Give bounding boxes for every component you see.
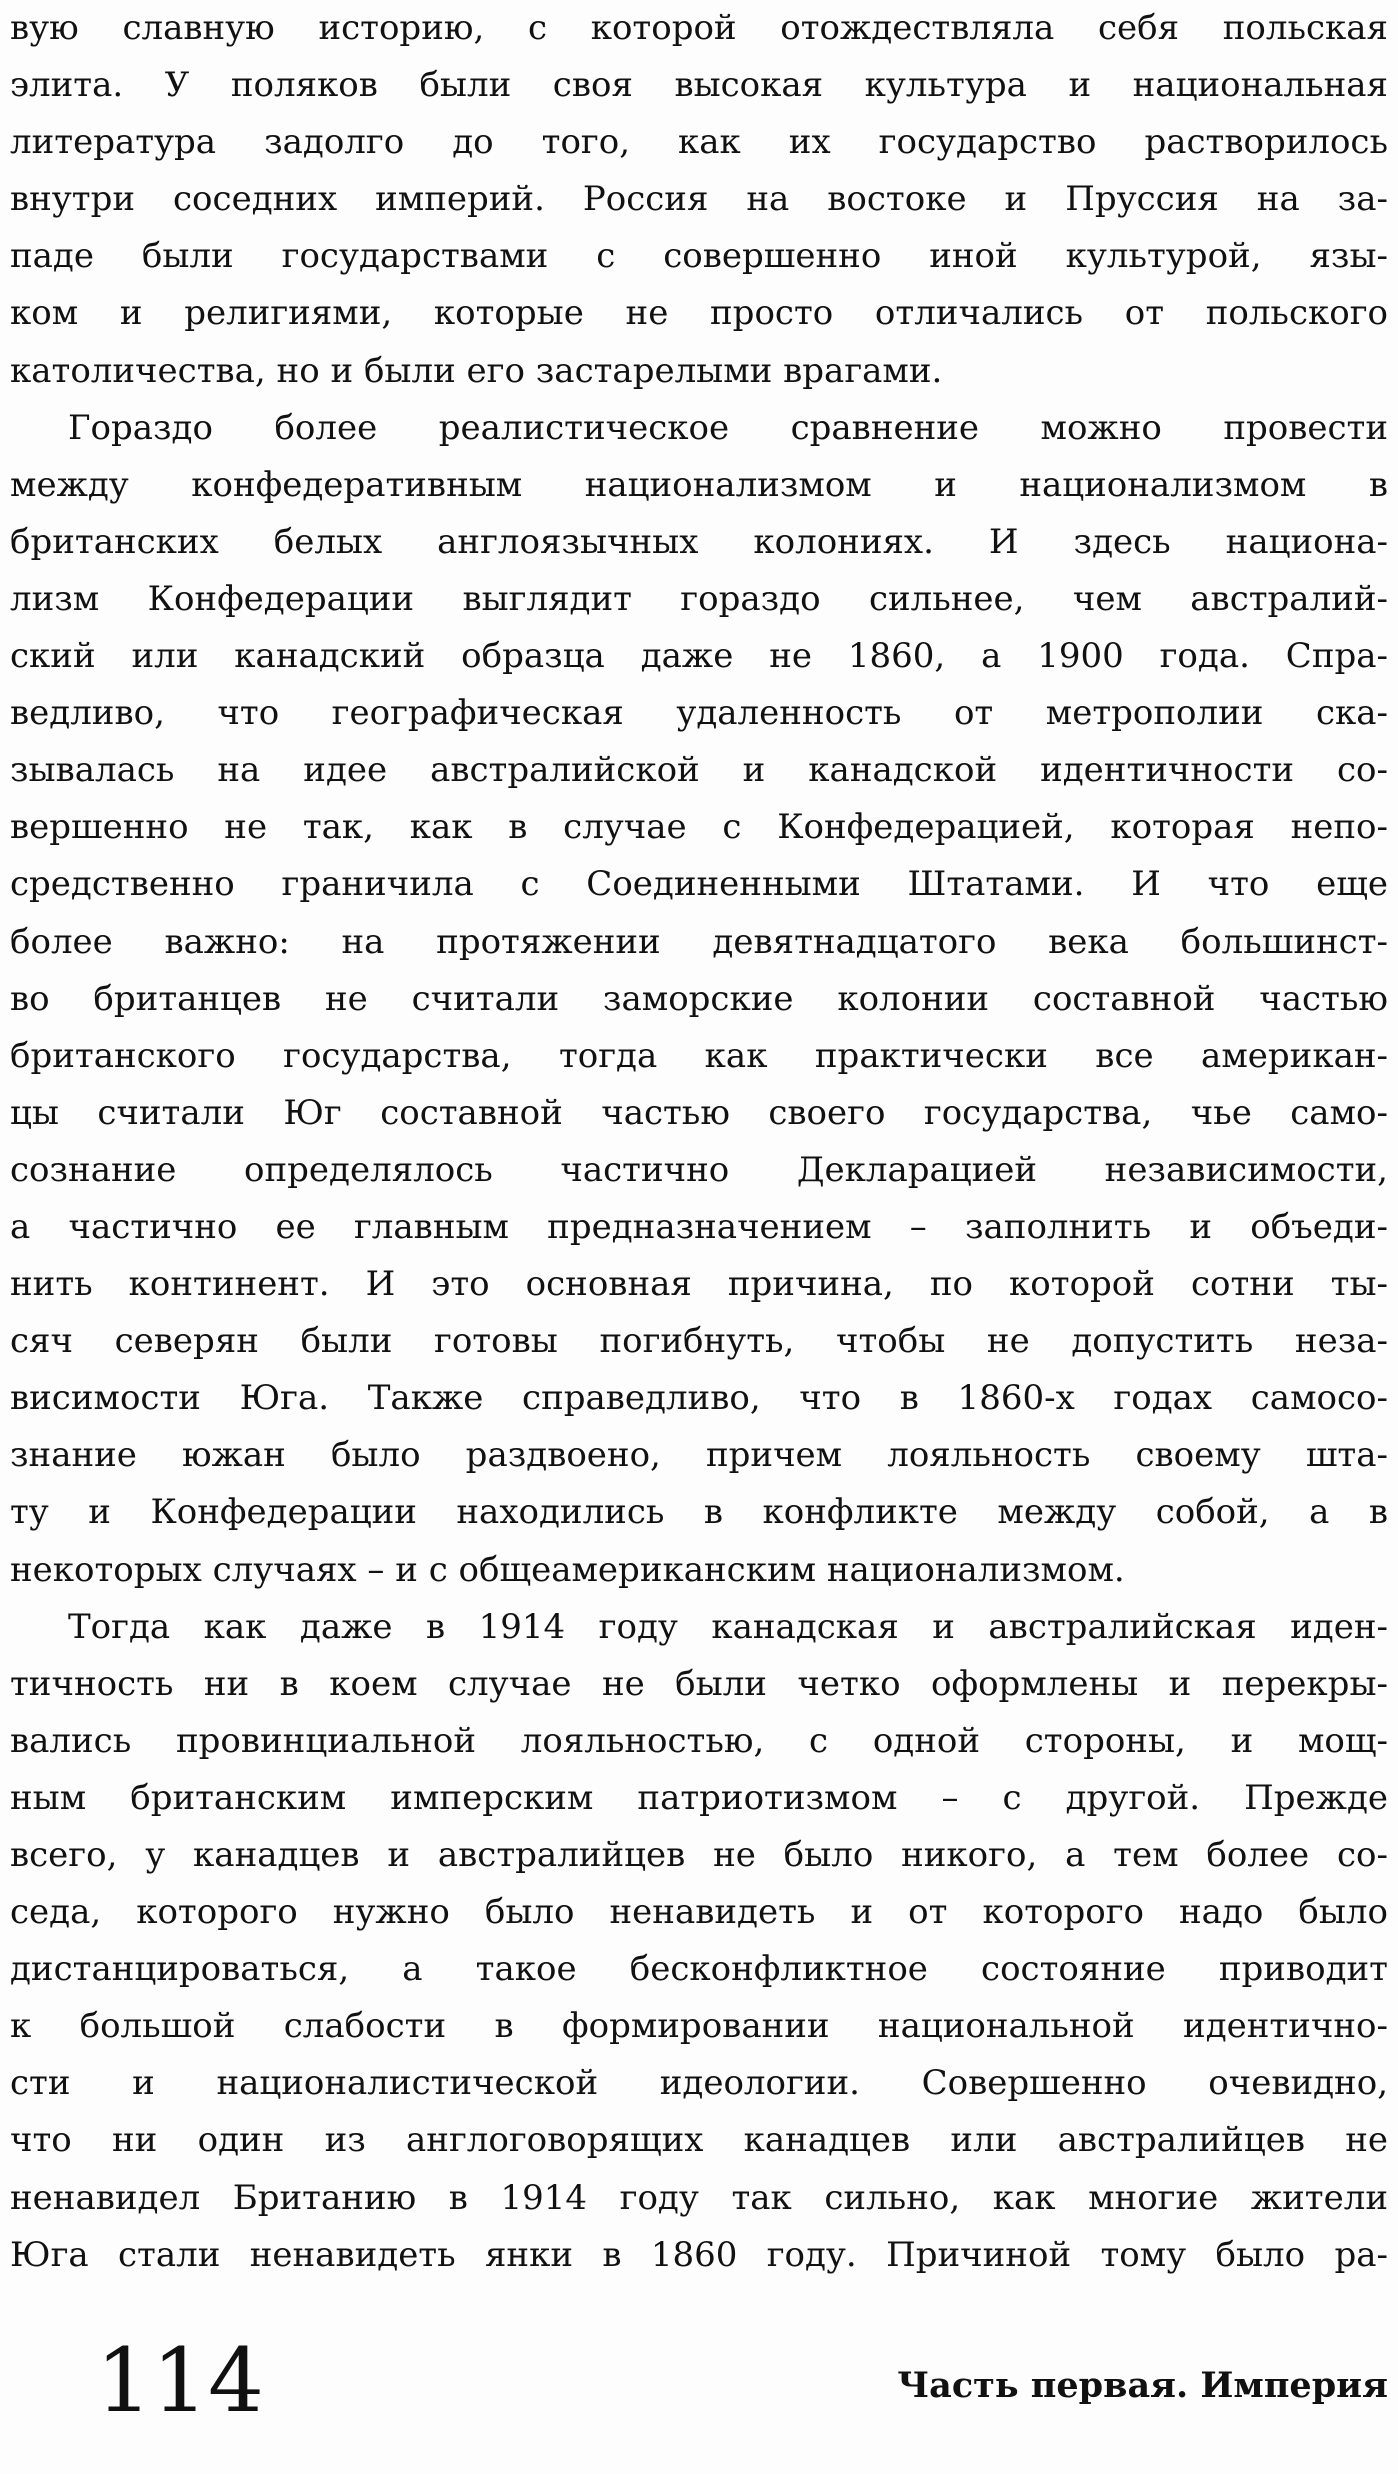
text-line: сознание определялось частично Декларацией независимости,: [10, 1149, 1388, 1190]
text-line: внутри соседних империй. Россия на востоке и Пруссия на за-: [10, 179, 1388, 220]
text-line: вершенно не так, как в случае с Конфедерацией, которая непо-: [10, 807, 1388, 848]
text-line: ным британским имперским патриотизмом – с другой. Прежде: [10, 1777, 1388, 1818]
text-line: паде были государствами с совершенно иной культурой, язы-: [10, 236, 1388, 277]
text-line: всего, у канадцев и австралийцев не было никого, а тем более со-: [10, 1835, 1388, 1875]
text-line: а частично ее главным предназначением – заполнить и объеди-: [10, 1206, 1388, 1247]
text-line: британского государства, тогда как практически все американ-: [10, 1035, 1388, 1076]
text-line: между конфедеративным национализмом и национализмом в: [10, 464, 1388, 505]
text-line: сяч северян были готовы погибнуть, чтобы не допустить неза-: [10, 1321, 1388, 1362]
text-line: более важно: на протяжении девятнадцатого века большинст-: [10, 921, 1388, 962]
text-line: Юга стали ненавидеть янки в 1860 году. Причиной тому было ра-: [10, 2234, 1388, 2275]
text-line: ненавидел Британию в 1914 году так сильно, как многие жители: [10, 2177, 1388, 2218]
text-line: Гораздо более реалистическое сравнение можно провести: [68, 407, 1388, 448]
text-line: лизм Конфедерации выглядит гораздо сильнее, чем австралий-: [10, 578, 1388, 619]
text-line: ком и религиями, которые не просто отличались от польского: [10, 293, 1388, 334]
text-line: вались провинциальной лояльностью, с одной стороны, и мощ-: [10, 1720, 1388, 1761]
text-line: британских белых англоязычных колониях. И здесь национа-: [10, 521, 1388, 562]
text-line: висимости Юга. Также справедливо, что в 1860-х годах самосо-: [10, 1378, 1388, 1419]
text-line: цы считали Юг составной частью своего государства, чье само-: [10, 1092, 1388, 1133]
text-line: Тогда как даже в 1914 году канадская и австралийская иден-: [68, 1606, 1388, 1647]
text-line: вую славную историю, с которой отождествляла себя польская: [10, 8, 1388, 48]
text-line: во британцев не считали заморские колонии составной частью: [10, 978, 1388, 1019]
text-line: нить континент. И это основная причина, по которой сотни ты-: [10, 1264, 1388, 1305]
text-line: элита. У поляков были своя высокая культура и национальная: [10, 65, 1388, 106]
text-line: ский или канадский образца даже не 1860, а 1900 года. Спра-: [10, 636, 1388, 677]
page-number: 114: [96, 2329, 264, 2432]
text-line: тичность ни в коем случае не были четко оформлены и перекры-: [10, 1663, 1388, 1704]
text-line: дистанцироваться, а такое бесконфликтное состояние приводит: [10, 1949, 1388, 1990]
text-line: некоторых случаях – и с общеамериканским национализмом.: [10, 1549, 1125, 1590]
text-line: сти и националистической идеологии. Совершенно очевидно,: [10, 2063, 1388, 2104]
text-line: средственно граничила с Соединенными Штатами. И что еще: [10, 864, 1388, 905]
text-line: католичества, но и были его застарелыми врагами.: [10, 350, 943, 391]
text-line: что ни один из англоговорящих канадцев или австралийцев не: [10, 2120, 1388, 2161]
text-line: ту и Конфедерации находились в конфликте между собой, а в: [10, 1492, 1388, 1533]
body-text: [10, 0, 1388, 2284]
text-line: знание южан было раздвоено, причем лояльность своему шта-: [10, 1435, 1388, 1476]
text-line: к большой слабости в формировании национальной идентично-: [10, 2006, 1388, 2047]
text-line: зывалась на идее австралийской и канадской идентичности со-: [10, 750, 1388, 791]
page-footer: [0, 2315, 1398, 2445]
text-line: седа, которого нужно было ненавидеть и от которого надо было: [10, 1892, 1388, 1933]
text-line: ведливо, что географическая удаленность от метрополии ска-: [10, 693, 1388, 734]
text-line: литература задолго до того, как их государство растворилось: [10, 122, 1388, 163]
running-title: Часть первая. Империя: [897, 2365, 1388, 2406]
